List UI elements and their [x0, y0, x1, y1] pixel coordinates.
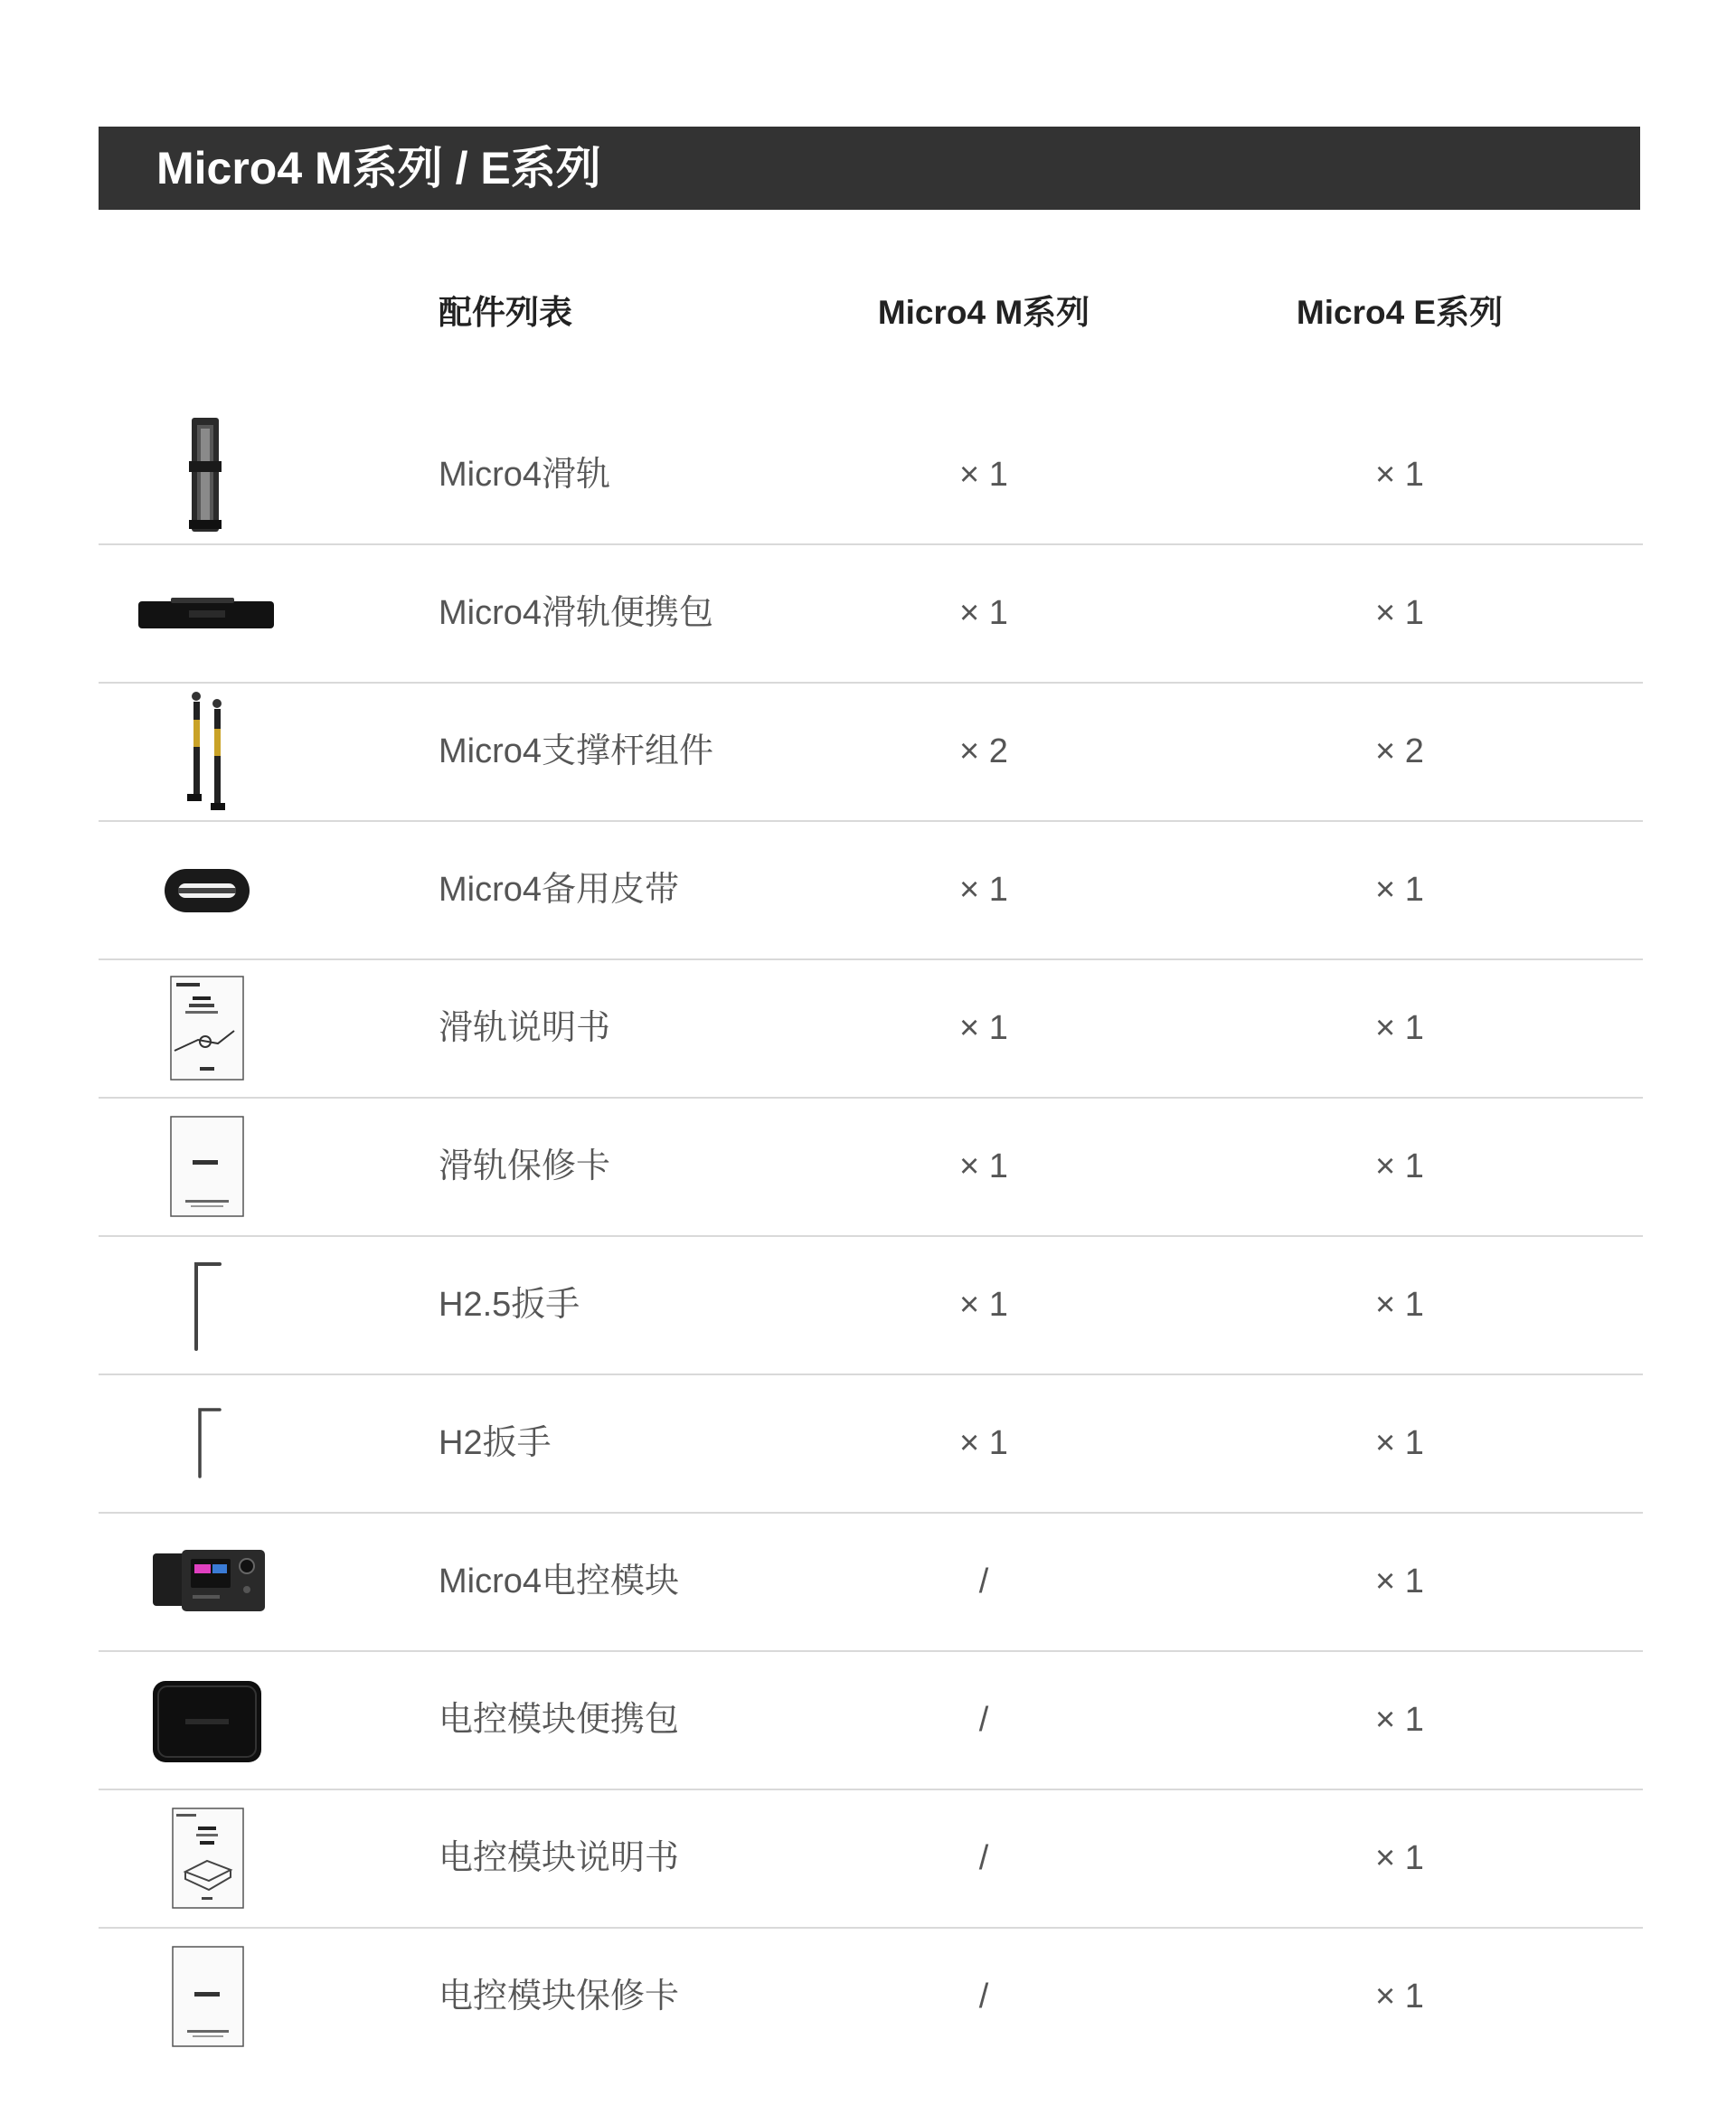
slide-rail-image: [99, 407, 316, 543]
module-warranty-card-image: [99, 1929, 316, 2065]
hex-wrench-h25-image: [99, 1237, 316, 1374]
page-banner: [99, 127, 1640, 210]
m-series-quantity: /: [978, 1701, 989, 1739]
rail-carry-bag-image: [99, 545, 316, 682]
e-series-quantity: × 1: [1375, 594, 1424, 632]
m-series-quantity: × 1: [959, 1424, 1008, 1462]
table-row: [99, 407, 1643, 545]
banner-title: Micro4 M系列 / E系列: [156, 143, 601, 194]
e-series-quantity: × 1: [1375, 1562, 1424, 1600]
e-series-quantity: × 1: [1375, 456, 1424, 494]
m-series-quantity: /: [978, 1839, 989, 1877]
e-series-quantity: × 1: [1375, 871, 1424, 909]
column-header-e-series: Micro4 E系列: [1296, 294, 1504, 331]
e-series-quantity: × 1: [1375, 1839, 1424, 1877]
e-series-quantity: × 2: [1375, 732, 1424, 770]
accessory-table: [99, 407, 1643, 2065]
e-series-quantity: × 1: [1375, 1424, 1424, 1462]
rail-manual-image: [99, 960, 316, 1097]
accessory-name: H2.5扳手: [439, 1286, 580, 1324]
column-header-m-series: Micro4 M系列: [877, 294, 1090, 331]
accessory-name: Micro4电控模块: [439, 1562, 680, 1600]
table-row: [99, 684, 1643, 822]
accessory-name: 电控模块便携包: [439, 1701, 680, 1739]
support-rod-image: [99, 684, 316, 820]
table-row: [99, 960, 1643, 1099]
m-series-quantity: × 1: [959, 456, 1008, 494]
table-row: [99, 822, 1643, 960]
e-series-quantity: × 1: [1375, 1701, 1424, 1739]
table-row: [99, 1514, 1643, 1652]
accessory-name: 滑轨说明书: [439, 1009, 611, 1047]
accessory-name: 电控模块说明书: [439, 1839, 680, 1877]
module-carry-case-image: [99, 1652, 316, 1789]
accessory-name: Micro4滑轨便携包: [439, 594, 714, 632]
e-series-quantity: × 1: [1375, 1978, 1424, 2015]
table-row: [99, 1099, 1643, 1237]
table-row: [99, 1652, 1643, 1790]
m-series-quantity: /: [978, 1978, 989, 2015]
m-series-quantity: × 1: [959, 1009, 1008, 1047]
table-row: [99, 1929, 1643, 2065]
rail-warranty-card-image: [99, 1099, 316, 1235]
module-manual-image: [99, 1790, 316, 1927]
accessory-name: 电控模块保修卡: [439, 1978, 680, 2015]
e-series-quantity: × 1: [1375, 1147, 1424, 1185]
m-series-quantity: × 1: [959, 1147, 1008, 1185]
column-header-accessory-list: 配件列表: [439, 294, 572, 331]
table-row: [99, 1375, 1643, 1514]
e-series-quantity: × 1: [1375, 1009, 1424, 1047]
m-series-quantity: /: [978, 1562, 989, 1600]
e-series-quantity: × 1: [1375, 1286, 1424, 1324]
accessory-name: Micro4滑轨: [439, 456, 611, 494]
control-module-image: [99, 1514, 316, 1650]
accessory-name: Micro4支撑杆组件: [439, 732, 714, 770]
m-series-quantity: × 1: [959, 594, 1008, 632]
m-series-quantity: × 1: [959, 871, 1008, 909]
accessory-name: 滑轨保修卡: [439, 1147, 611, 1185]
spare-belt-image: [99, 822, 316, 958]
hex-wrench-h2-image: [99, 1375, 316, 1512]
table-row: [99, 1790, 1643, 1929]
accessory-name: H2扳手: [439, 1424, 552, 1462]
table-row: [99, 545, 1643, 684]
m-series-quantity: × 2: [959, 732, 1008, 770]
m-series-quantity: × 1: [959, 1286, 1008, 1324]
table-row: [99, 1237, 1643, 1375]
accessory-name: Micro4备用皮带: [439, 871, 680, 909]
